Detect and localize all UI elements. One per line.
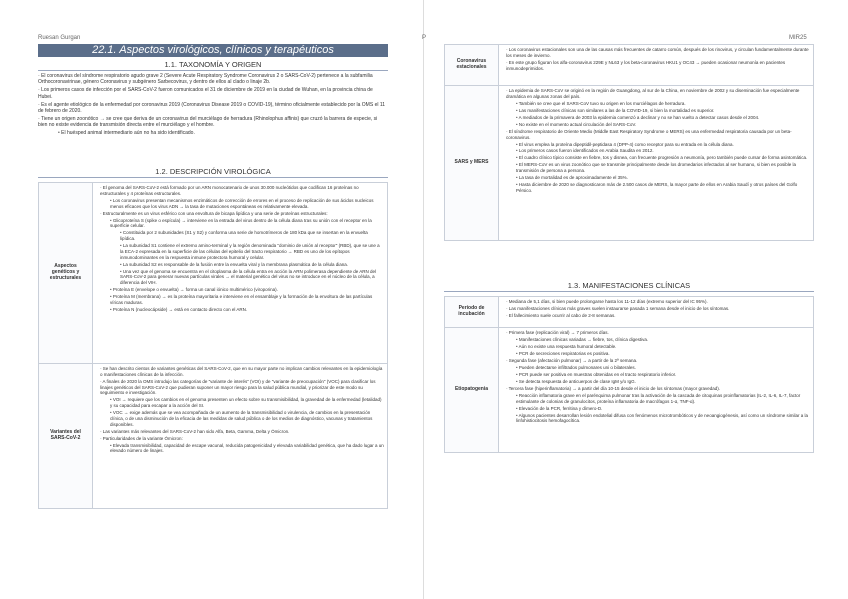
- table-row: [445, 297, 814, 328]
- variants-cell: [93, 364, 388, 509]
- list-item: - Particularidades de la variante Ómicron:: [96, 436, 384, 442]
- list-item: - En este grupo figuran los alfa-coronavirus 229E y NL63 y los beta-coronavirus HKU1 y OC43 → pueden ocasionar neumonía en pacientes inmunodeprimidos.: [502, 60, 810, 72]
- list-item: • Constituida por 2 subunidades (S1 y S2) y conforma una serie de homotrímeros de 180 kDa que se insertan en la envuelta lipídica.: [96, 230, 384, 242]
- endemic-label: Coronavirus estacionales: [445, 45, 499, 86]
- taxonomy-item: - El coronavirus del síndrome respiratorio agudo grave 2 (Severe Acute Respiratory Syndrome Coronavirus 2 o SARS-CoV-2) pertenece a la subfamilia Orthocoronavirinae, género Coronavirus y subgénero Sarbecovirus, y dentro de ellos al clado o linaje 2b.: [38, 73, 388, 86]
- list-item: • La tasa de mortalidad es de aproximadamente el 35%.: [502, 175, 810, 181]
- list-item: • Elevación de la PCR, ferritina y dímero-D.: [502, 406, 810, 412]
- table-row: [445, 45, 814, 86]
- list-item: • Pueden detectarse infiltrados pulmonares uni o bilaterales.: [502, 365, 810, 371]
- list-item: • Proteína M (membrana) → es la proteína mayoritaria e interviene en el ensamblaje y la formación de la envoltura de las partículas víricas maduras.: [96, 294, 384, 306]
- list-item: • También se cree que el SARS-CoV tuvo su origen en los murciélagos de herradura.: [502, 101, 810, 107]
- right-page: [424, 0, 848, 599]
- list-item: • Una vez que el genoma se encuentra en el citoplasma de la célula entra en acción la ARN polimerasa dependiente de ARN del SARS-CoV-2 para generar nuevas partículas virales → el material genético del virus no se introduce en el núcleo de la célula, a diferencia del VIH.: [96, 269, 384, 286]
- list-item: • Se detecta respuesta de anticuerpos de clase IgM y/o IgG.: [502, 379, 810, 385]
- list-item: - Las manifestaciones clínicas más graves suelen instaurarse pasada 1 semana desde el inicio de los síntomas.: [502, 306, 810, 312]
- running-header-folio: P: [422, 35, 427, 41]
- virology-table: [38, 182, 388, 509]
- list-item: - Estructuralmente es un virus esférico con una envoltura de bicapa lipídica y una serie de proteínas estructurales:: [96, 211, 384, 217]
- incubation-label: Período de incubación: [445, 297, 499, 328]
- list-item: - Se han descrito cientos de variantes genéticas del SARS-CoV-2, que en su mayor parte no implican cambios relevantes en la epidemiología o manifestaciones clínicas de la infección.: [96, 366, 384, 378]
- list-item: • Proteína E (envelope o envuelta) → forma un canal iónico multimérico (viroporina).: [96, 287, 384, 293]
- list-item: • VOC → exige además que se vea acompañada de un aumento de la transmisibilidad o virulencia, de cambios en la presentación clínica, o de una disminución de la eficacia de las medidas de salud pública o de los medios de diagnóstico, vacunas y tratamientos disponibles.: [96, 410, 384, 427]
- list-item: • La subunidad S2 es responsable de la fusión entre la envuelta viral y la membrana plasmática de la célula diana.: [96, 262, 384, 268]
- taxonomy-item: - Los primeros casos de infección por el SARS-CoV-2 fueron comunicados el 31 de diciembre de 2019 en la ciudad de Wuhan, en la provincia china de Hubei.: [38, 87, 388, 100]
- list-item: - Tercera fase (hiperinflamatoria) → a partir del día 10-15 desde el inicio de los síntomas (mayor gravedad).: [502, 386, 810, 392]
- list-item: • Elevada transmisibilidad, capacidad de escape vacunal, reducida patogenicidad y elevada variabilidad genética, que ha dado lugar a un elevado número de linajes.: [96, 443, 384, 455]
- list-item: • Las manifestaciones clínicas son similares a las de la COVID-19, si bien la mortalidad es superior.: [502, 108, 810, 114]
- list-item: - Segunda fase (afectación pulmonar) → a partir de la 2ª semana.: [502, 358, 810, 364]
- taxonomy-item: - Es el agente etiológico de la enfermedad por coronavirus 2019 (Coronavirus Disease 2019 o COVID-19), término oficialmente establecido por la OMS el 11 de febrero de 2020.: [38, 102, 388, 115]
- list-item: • Los primeros casos fueron identificados en Arabia Saudita en 2012.: [502, 148, 810, 154]
- list-item: • El virus emplea la proteína dipeptidil-peptidasa 4 (DPP-4) como receptor para su entrada en la célula diana.: [502, 142, 810, 148]
- table-row: [39, 183, 388, 364]
- list-item: • Hasta diciembre de 2020 se diagnosticaron más de 2.500 casos de MERS, la mayor parte de ellos en Arabia Saudí y otros países del Golfo Pérsico.: [502, 182, 810, 194]
- taxonomy-subitem: • El huésped animal intermediario aún no ha sido identificado.: [38, 130, 388, 136]
- table-row: [445, 86, 814, 241]
- taxonomy-list: [38, 73, 388, 138]
- list-item: - Mediana de 5,1 días, si bien puede prolongarse hasta los 11-12 días (extremo superior del IC 95%).: [502, 299, 810, 305]
- list-item: - Los coronavirus estacionales son una de las causas más frecuentes de catarro común, después de los rinovirus, y circulan fundamentalmente durante los meses de invierno.: [502, 47, 810, 59]
- list-item: • El MERS-CoV es un virus zoonótico que se transmite principalmente desde los dromedarios infectados al ser humano, si bien es posible la transmisión de persona a persona.: [502, 162, 810, 174]
- list-item: - Las variantes más relevantes del SARS-CoV-2 han sido Alfa, Beta, Gamma, Delta y Ómicron.: [96, 429, 384, 435]
- sars-cell: [499, 86, 814, 241]
- list-item: • Reacción inflamatoria grave en el parénquima pulmonar tras la activación de la cascada de citoquinas proinflamatorias (IL-2, IL-6, IL-7, factor estimulante de colonias de granulocitos, proteína inflamatoria de macrófagos 1-α, TNF-α).: [502, 393, 810, 405]
- sars-label: SARS y MERS: [445, 86, 499, 241]
- genetic-cell: [93, 183, 388, 364]
- variants-label: Variantes del SARS-CoV-2: [39, 364, 93, 509]
- list-item: • Proteína N (nucleocápside) → está en contacto directo con el ARN.: [96, 307, 384, 313]
- list-item: • Algunos pacientes desarrollan lesión endotelial difusa con fenómenos microtrombóticos y de neoangiogénesis, así como un síndrome similar a la linfohistiocitosis hemofagocítica.: [502, 413, 810, 425]
- list-item: • La subunidad S1 contiene el extremo amino-terminal y la región denominada "dominio de unión al receptor" (RBD), que se une a la ECA-2 expresada en la superficie de las células del epitelio del tracto respiratorio → RBD es uno de los epítopos inmunodominantes en la respuesta inmune protectora humoral y celular.: [96, 243, 384, 260]
- list-item: - Primera fase (replicación viral) → 7 primeros días.: [502, 330, 810, 336]
- list-item: • A mediados de la primavera de 2003 la epidemia comenzó a declinar y no se han vuelto a detectar casos desde el 2004.: [502, 115, 810, 121]
- list-item: • Glicoproteína S (spike o espícula) → interviene en la entrada del virus dentro de la célula diana tras su unión con el receptor en la superficie celular.: [96, 218, 384, 230]
- pathogeny-cell: [499, 328, 814, 453]
- running-header-code: MIR25: [789, 35, 807, 41]
- section-title: 22.1. Aspectos virológicos, clínicos y terapéuticos: [38, 44, 388, 57]
- list-item: • VOI → requiere que los cambios en el genoma presenten un efecto sobre su transmisibilidad, la gravedad de la enfermedad (letalidad) y su capacidad para escapar a la acción del SI.: [96, 397, 384, 409]
- genetic-label: Aspectos genéticos y estructurales: [39, 183, 93, 364]
- table-row: [39, 364, 388, 509]
- taxonomy-item: - Tiene un origen zoonótico → se cree que deriva de un coronavirus del murciélago de herradura (Rhinolophus affinis) que cruzó la barrera de especie, si bien no existe evidencia de transmisión directa entre el murciélago y el hombre.: [38, 116, 388, 129]
- endemic-cell: [499, 45, 814, 86]
- table-row: [445, 328, 814, 453]
- list-item: • Aún no existe una respuesta humoral detectable.: [502, 344, 810, 350]
- running-header-author: Ruesan Gurgan: [38, 35, 81, 41]
- list-item: • No existe en el momento actual circulación del SARS-CoV.: [502, 122, 810, 128]
- list-item: - La epidemia de SARS-CoV se originó en la región de Guangdong, al sur de la China, en noviembre de 2002 y su diseminación fue especialmente dramática en algunas zonas del país.: [502, 88, 810, 100]
- list-item: • PCR de secreciones respiratorias es positiva.: [502, 351, 810, 357]
- list-item: - A finales de 2020 la OMS introdujo las categorías de "variante de interés" (VOI) y de "variante de preocupación" (VOC) para clasificar los linajes genéticos del SARS-CoV-2 que pudieran suponer un mayor riesgo para la salud pública mundial, y priorizar de este modo su seguimiento e investigación.: [96, 379, 384, 396]
- list-item: - El fallecimiento suele ocurrir al cabo de 2-8 semanas.: [502, 313, 810, 319]
- list-item: - El síndrome respiratorio de Oriente Medio (Middle East Respiratory Syndrome o MERS) es una enfermedad respiratoria causada por un beta-coronavirus.: [502, 129, 810, 141]
- list-item: • El cuadro clínico típico consiste en fiebre, tos y disnea, con frecuente progresión a neumonía, pero también puede cursar de forma asintomática.: [502, 155, 810, 161]
- list-item: - El genoma del SARS-CoV-2 está formado por un ARN monocatenario de unos 30.000 nucleótidos que codifican 16 proteínas no estructurales y 4 proteínas estructurales.: [96, 185, 384, 197]
- virology-heading: 1.2. DESCRIPCIÓN VIROLÓGICA: [38, 167, 388, 178]
- incubation-cell: [499, 297, 814, 328]
- clinical-table: [444, 296, 814, 453]
- list-item: • Manifestaciones clínicas variadas → fiebre, tos, clínica digestiva.: [502, 337, 810, 343]
- list-item: • Los coronavirus presentan mecanismos enzimáticos de corrección de errores en el proceso de replicación de sus ácidos nucleicos menos eficaces que los virus ADN → la tasa de mutaciones espontáneas es relativamente elevada.: [96, 198, 384, 210]
- coronavirus-table: [444, 44, 814, 241]
- clinical-heading: 1.3. MANIFESTACIONES CLÍNICAS: [444, 281, 814, 292]
- pathogeny-label: Etiopatogenia: [445, 328, 499, 453]
- list-item: • PCR puede ser positiva en muestras obtenidas en el tracto respiratorio inferior.: [502, 372, 810, 378]
- taxonomy-heading: 1.1. TAXONOMÍA Y ORIGEN: [38, 60, 388, 71]
